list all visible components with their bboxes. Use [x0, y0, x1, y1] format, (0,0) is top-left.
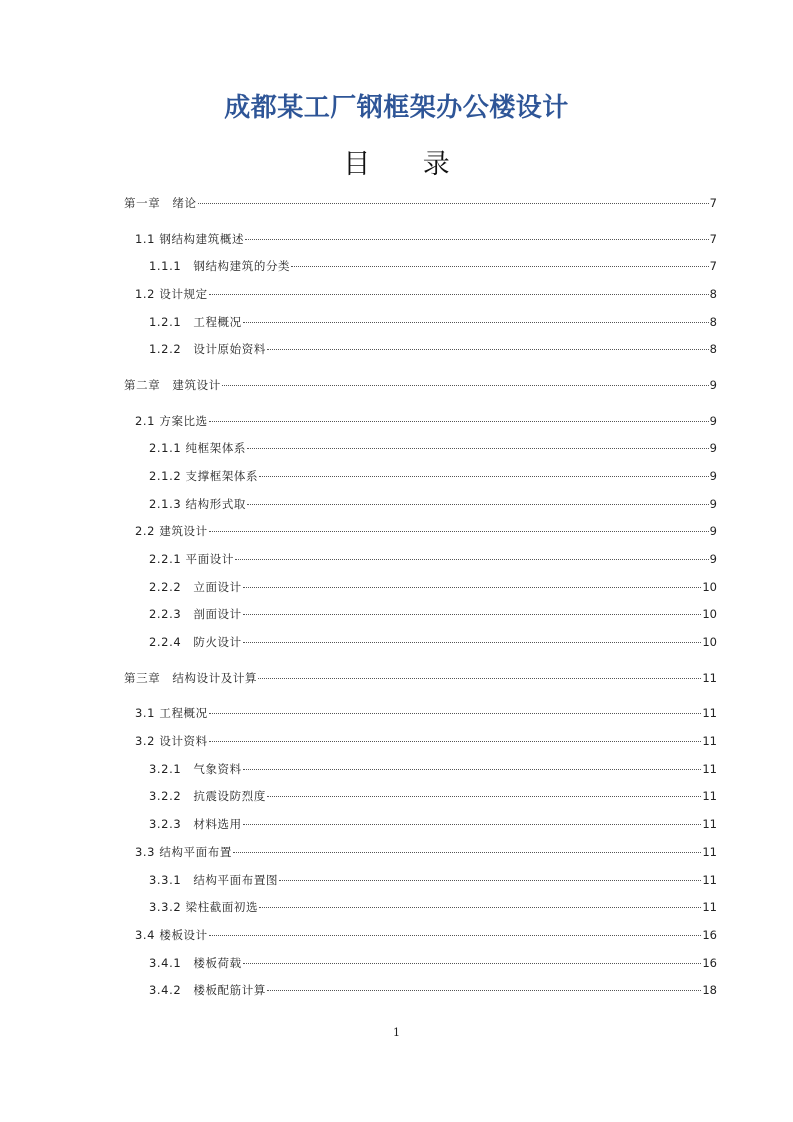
- toc-leader-dots: [233, 851, 701, 853]
- toc-leader-dots: [259, 475, 709, 477]
- toc-entry-page: 9: [709, 524, 717, 538]
- toc-entry-page: 8: [709, 287, 717, 301]
- toc-entry-page: 9: [709, 441, 717, 455]
- toc-entry-label: 第一章 绪论: [124, 196, 197, 210]
- toc-entry-page: 7: [709, 196, 717, 210]
- toc-entry-label: 3.2.1 气象资料: [149, 762, 242, 776]
- toc-entry-label: 3.3.1 结构平面布置图: [149, 873, 279, 887]
- toc-entry-label: 2.2.4 防火设计: [149, 635, 242, 649]
- toc-entry-label: 2.2 建筑设计: [135, 524, 208, 538]
- toc-entry-page: 11: [702, 762, 717, 776]
- toc-leader-dots: [247, 503, 709, 505]
- toc-entry[interactable]: [135, 286, 717, 302]
- toc-entry[interactable]: [149, 440, 717, 456]
- toc-entry-page: 18: [702, 983, 717, 997]
- toc-entry-label: 3.3.2 梁柱截面初选: [149, 900, 259, 914]
- toc-leader-dots: [209, 934, 702, 936]
- toc-leader-dots: [209, 740, 702, 742]
- toc-leader-dots: [243, 586, 702, 588]
- toc-entry-page: 11: [702, 706, 717, 720]
- toc-entry-label: 3.4 楼板设计: [135, 928, 208, 942]
- toc-entry[interactable]: [124, 670, 717, 686]
- toc-entry-label: 2.2.1 平面设计: [149, 552, 234, 566]
- toc-leader-dots: [267, 989, 701, 991]
- toc-entry[interactable]: [124, 377, 717, 393]
- toc-entry-label: 3.2.3 材料选用: [149, 817, 242, 831]
- document-title: 成都某工厂钢框架办公楼设计: [224, 93, 569, 123]
- toc-entry-page: 9: [709, 469, 717, 483]
- toc-leader-dots: [198, 202, 709, 204]
- toc-entry-label: 2.1.2 支撑框架体系: [149, 469, 259, 483]
- toc-entry-label: 3.4.1 楼板荷载: [149, 956, 242, 970]
- toc-leader-dots: [291, 265, 709, 267]
- toc-entry-page: 11: [702, 900, 717, 914]
- toc-entry-page: 11: [702, 734, 717, 748]
- toc-entry-label: 3.1 工程概况: [135, 706, 208, 720]
- toc-entry-page: 10: [702, 635, 717, 649]
- toc-entry-page: 9: [709, 552, 717, 566]
- toc-heading: 目 录: [343, 149, 472, 180]
- toc-entry-page: 10: [702, 580, 717, 594]
- toc-entry[interactable]: [149, 606, 717, 622]
- toc-entry[interactable]: [149, 955, 717, 971]
- toc-entry[interactable]: [149, 468, 717, 484]
- toc-entry-page: 7: [709, 232, 717, 246]
- toc-entry-label: 3.2 设计资料: [135, 734, 208, 748]
- toc-entry-label: 3.4.2 楼板配筋计算: [149, 983, 266, 997]
- toc-entry-label: 1.1 钢结构建筑概述: [135, 232, 245, 246]
- toc-entry-label: 1.2 设计规定: [135, 287, 208, 301]
- toc-entry-page: 9: [709, 497, 717, 511]
- toc-entry-label: 2.2.3 剖面设计: [149, 607, 242, 621]
- toc-entry[interactable]: [124, 195, 717, 211]
- toc-entry[interactable]: [135, 231, 717, 247]
- toc-entry-label: 3.3 结构平面布置: [135, 845, 232, 859]
- toc-entry[interactable]: [149, 899, 717, 915]
- toc-entry[interactable]: [149, 579, 717, 595]
- toc-entry[interactable]: [149, 788, 717, 804]
- toc-entry[interactable]: [135, 927, 717, 943]
- toc-entry[interactable]: [149, 816, 717, 832]
- toc-leader-dots: [243, 962, 702, 964]
- toc-entry[interactable]: [135, 844, 717, 860]
- toc-leader-dots: [258, 677, 701, 679]
- toc-entry[interactable]: [135, 413, 717, 429]
- toc-entry-page: 9: [709, 378, 717, 392]
- toc-leader-dots: [247, 447, 709, 449]
- toc-entry-label: 1.2.2 设计原始资料: [149, 342, 266, 356]
- toc-entry[interactable]: [135, 523, 717, 539]
- toc-leader-dots: [209, 420, 709, 422]
- toc-entry-label: 1.1.1 钢结构建筑的分类: [149, 259, 291, 273]
- toc-entry-label: 2.2.2 立面设计: [149, 580, 242, 594]
- toc-entry-page: 16: [702, 928, 717, 942]
- toc-entry[interactable]: [149, 258, 717, 274]
- toc-entry[interactable]: [149, 982, 717, 998]
- toc-leader-dots: [209, 530, 709, 532]
- toc-entry[interactable]: [135, 733, 717, 749]
- toc-entry-page: 11: [702, 845, 717, 859]
- toc-entry-page: 11: [702, 873, 717, 887]
- toc-leader-dots: [243, 768, 702, 770]
- toc-entry-page: 11: [702, 671, 717, 685]
- toc-entry[interactable]: [149, 314, 717, 330]
- toc-entry[interactable]: [149, 551, 717, 567]
- toc-entry[interactable]: [149, 872, 717, 888]
- toc-entry[interactable]: [149, 634, 717, 650]
- toc-leader-dots: [243, 641, 702, 643]
- toc-leader-dots: [222, 384, 709, 386]
- toc-leader-dots: [245, 238, 709, 240]
- toc-leader-dots: [209, 293, 709, 295]
- toc-entry-label: 2.1.1 纯框架体系: [149, 441, 247, 455]
- toc-entry-label: 2.1 方案比选: [135, 414, 208, 428]
- toc-leader-dots: [209, 712, 702, 714]
- toc-entry-label: 1.2.1 工程概况: [149, 315, 242, 329]
- toc-entry-label: 2.1.3 结构形式取: [149, 497, 247, 511]
- toc-entry-page: 10: [702, 607, 717, 621]
- toc-entry[interactable]: [149, 761, 717, 777]
- toc-entry-page: 9: [709, 414, 717, 428]
- toc-leader-dots: [243, 613, 702, 615]
- page-number: 1: [393, 1026, 400, 1039]
- toc-entry-page: 7: [709, 259, 717, 273]
- toc-entry-label: 3.2.2 抗震设防烈度: [149, 789, 266, 803]
- toc-entry-label: 第三章 结构设计及计算: [124, 671, 258, 685]
- toc-entry-page: 11: [702, 789, 717, 803]
- toc-entry-page: 16: [702, 956, 717, 970]
- toc-leader-dots: [259, 906, 701, 908]
- toc-leader-dots: [267, 348, 709, 350]
- toc-leader-dots: [243, 321, 709, 323]
- toc-entry[interactable]: [149, 341, 717, 357]
- toc-entry-label: 第二章 建筑设计: [124, 378, 221, 392]
- toc-leader-dots: [279, 879, 701, 881]
- toc-entry-page: 8: [709, 315, 717, 329]
- toc-entry-page: 11: [702, 817, 717, 831]
- toc-leader-dots: [267, 795, 701, 797]
- toc-entry[interactable]: [135, 705, 717, 721]
- toc-leader-dots: [243, 823, 702, 825]
- toc-entry-page: 8: [709, 342, 717, 356]
- toc-leader-dots: [235, 558, 709, 560]
- toc-entry[interactable]: [149, 496, 717, 512]
